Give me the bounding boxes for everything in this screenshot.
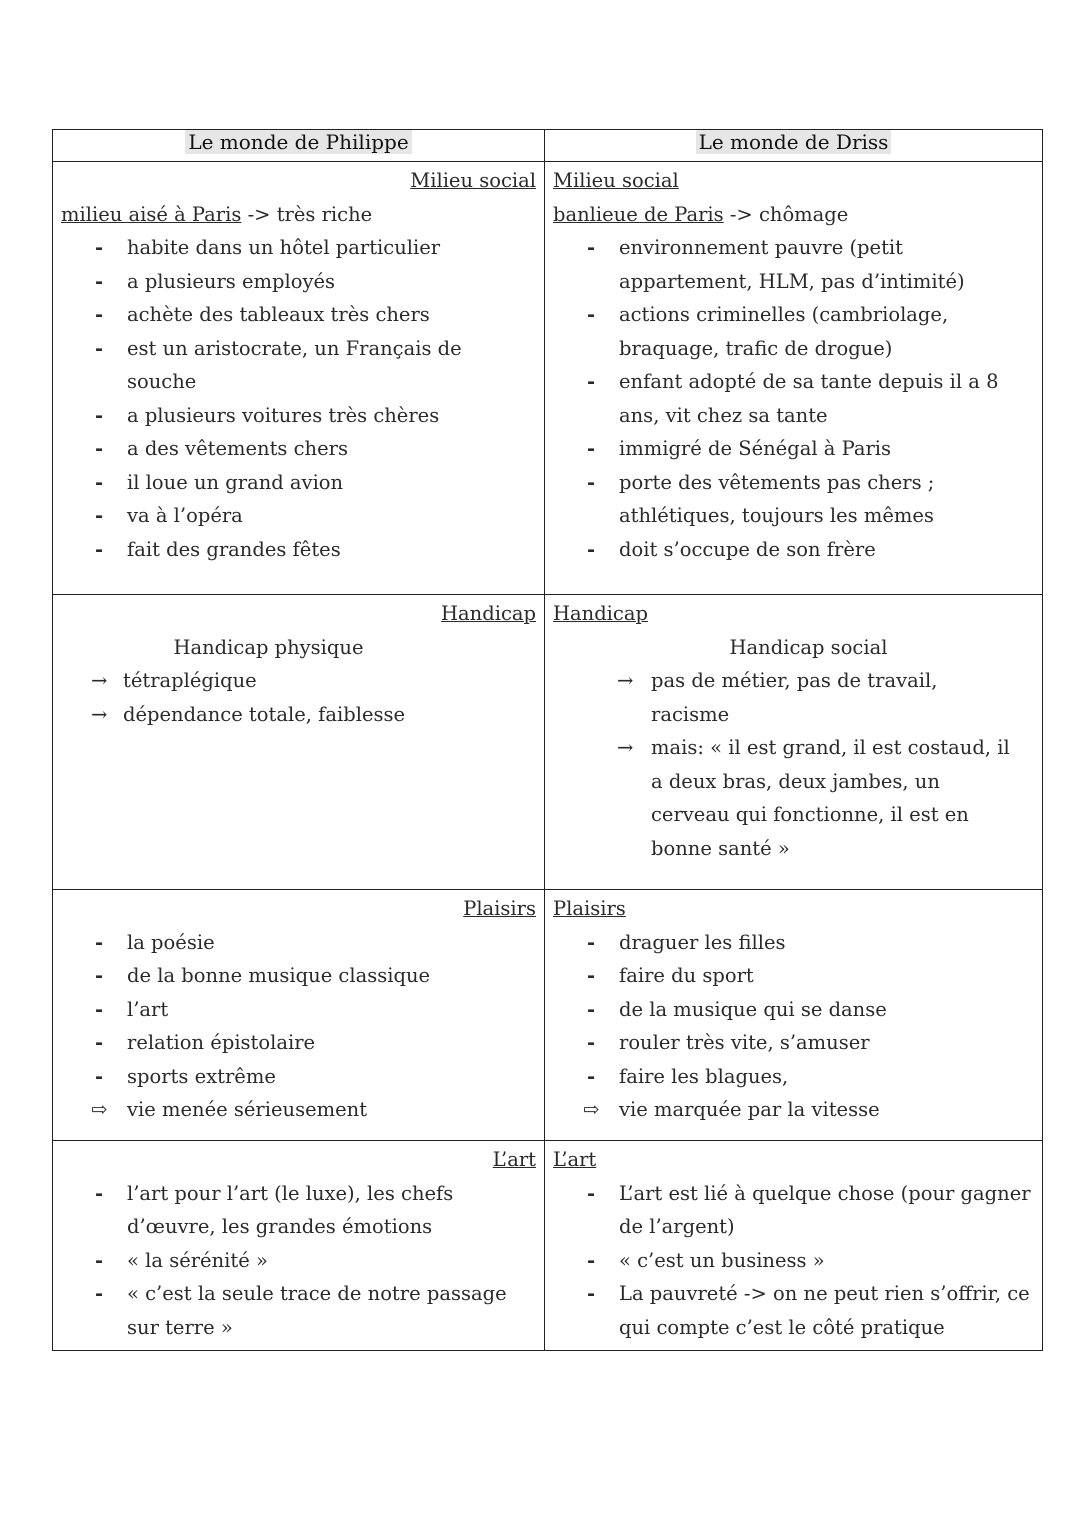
arrow-icon: → bbox=[91, 702, 108, 726]
list-item: - fait des grandes fêtes bbox=[95, 533, 536, 567]
header-philippe-text: Le monde de Philippe bbox=[185, 130, 411, 154]
milieu-left-cell bbox=[53, 162, 545, 595]
header-driss-text: Le monde de Driss bbox=[696, 130, 892, 154]
list-item: - a des vêtements chers bbox=[95, 432, 536, 466]
handicap-right-subtitle: Handicap social bbox=[729, 635, 888, 659]
list-item: - rouler très vite, s’amuser bbox=[587, 1026, 1034, 1060]
list-item: - porte des vêtements pas chers ; athlétiques, toujours les mêmes bbox=[587, 466, 1034, 533]
list-item: - va à l’opéra bbox=[95, 499, 536, 533]
comparison-table bbox=[52, 129, 1043, 1351]
handicap-right-point-text: mais: « il est grand, il est costaud, il a deux bras, deux jambes, un cerveau qui fonctionne, il est en bonne santé » bbox=[651, 736, 1010, 860]
list-item: - draguer les filles bbox=[587, 926, 1034, 960]
arrow-icon: → bbox=[617, 736, 634, 759]
arrow-icon: → bbox=[617, 669, 634, 692]
milieu-title-right: Milieu social bbox=[553, 169, 679, 192]
handicap-right-point-text: pas de métier, pas de travail, racisme bbox=[651, 669, 938, 726]
conclusion-item: ⇨ vie marquée par la vitesse bbox=[587, 1093, 1034, 1127]
plaisirs-left-list bbox=[61, 926, 536, 1127]
handicap-title-right: Handicap bbox=[553, 602, 648, 625]
list-item: - sports extrême bbox=[95, 1060, 536, 1094]
art-title-left: L’art bbox=[492, 1148, 536, 1171]
list-item: - de la musique qui se danse bbox=[587, 993, 1034, 1027]
header-driss bbox=[545, 130, 1043, 162]
list-item: - de la bonne musique classique bbox=[95, 959, 536, 993]
list-item: - relation épistolaire bbox=[95, 1026, 536, 1060]
milieu-right-cell bbox=[545, 162, 1043, 595]
art-title-right: L’art bbox=[553, 1148, 597, 1171]
handicap-left-point bbox=[91, 664, 536, 698]
handicap-left-subtitle: Handicap physique bbox=[173, 635, 364, 659]
milieu-left-intro bbox=[61, 198, 536, 232]
list-item: - faire du sport bbox=[587, 959, 1034, 993]
list-item: - enfant adopté de sa tante depuis il a 8 ans, vit chez sa tante bbox=[587, 365, 1034, 432]
handicap-left-cell bbox=[53, 595, 545, 890]
list-item: - La pauvreté -> on ne peut rien s’offrir, ce qui compte c’est le côté pratique bbox=[587, 1277, 1034, 1344]
list-item: - « la sérénité » bbox=[95, 1244, 522, 1278]
list-item: - l’art pour l’art (le luxe), les chefs d’œuvre, les grandes émotions bbox=[95, 1177, 522, 1244]
plaisirs-right-cell bbox=[545, 890, 1043, 1141]
art-left-cell bbox=[53, 1141, 545, 1351]
list-item: - a plusieurs voitures très chères bbox=[95, 399, 536, 433]
list-item: - actions criminelles (cambriolage, braquage, trafic de drogue) bbox=[587, 298, 1034, 365]
list-item: - il loue un grand avion bbox=[95, 466, 536, 500]
plaisirs-right-list bbox=[553, 926, 1034, 1127]
handicap-left-point-text: tétraplégique bbox=[123, 669, 257, 692]
list-item: - habite dans un hôtel particulier bbox=[95, 231, 536, 265]
header-philippe bbox=[53, 130, 545, 162]
milieu-title-left: Milieu social bbox=[410, 169, 536, 192]
milieu-right-intro-rest: -> chômage bbox=[723, 202, 849, 226]
handicap-left-point bbox=[91, 698, 536, 732]
list-item: - doit s’occupe de son frère bbox=[587, 533, 1034, 567]
conclusion-item: ⇨ vie menée sérieusement bbox=[95, 1093, 536, 1127]
list-item: - faire les blagues, bbox=[587, 1060, 1034, 1094]
plaisirs-title-right: Plaisirs bbox=[553, 897, 626, 920]
handicap-right-point bbox=[553, 731, 1034, 865]
list-item: - environnement pauvre (petit appartement, HLM, pas d’intimité) bbox=[587, 231, 1034, 298]
list-item: - L’art est lié à quelque chose (pour gagner de l’argent) bbox=[587, 1177, 1034, 1244]
handicap-left-point-text: dépendance totale, faiblesse bbox=[123, 702, 406, 726]
plaisirs-left-cell bbox=[53, 890, 545, 1141]
milieu-left-list bbox=[61, 231, 536, 566]
list-item: - « c’est la seule trace de notre passage sur terre » bbox=[95, 1277, 522, 1344]
list-item: - l’art bbox=[95, 993, 536, 1027]
art-right-cell bbox=[545, 1141, 1043, 1351]
milieu-right-intro bbox=[553, 198, 1034, 232]
milieu-left-intro-rest: -> très riche bbox=[241, 202, 373, 226]
list-item: - « c’est un business » bbox=[587, 1244, 1034, 1278]
arrow-icon: → bbox=[91, 669, 108, 692]
list-item: - immigré de Sénégal à Paris bbox=[587, 432, 1034, 466]
handicap-right-point bbox=[553, 664, 1034, 731]
plaisirs-title-left: Plaisirs bbox=[463, 897, 536, 920]
list-item: - la poésie bbox=[95, 926, 536, 960]
list-item: - a plusieurs employés bbox=[95, 265, 536, 299]
art-left-list bbox=[61, 1177, 536, 1345]
list-item: - est un aristocrate, un Français de souche bbox=[95, 332, 536, 399]
handicap-right-cell bbox=[545, 595, 1043, 890]
milieu-left-intro-underlined: milieu aisé à Paris bbox=[61, 202, 242, 226]
milieu-right-intro-underlined: banlieue de Paris bbox=[553, 202, 724, 226]
handicap-title-left: Handicap bbox=[441, 602, 536, 625]
milieu-right-list bbox=[553, 231, 1034, 566]
list-item: - achète des tableaux très chers bbox=[95, 298, 536, 332]
art-right-list bbox=[553, 1177, 1034, 1345]
